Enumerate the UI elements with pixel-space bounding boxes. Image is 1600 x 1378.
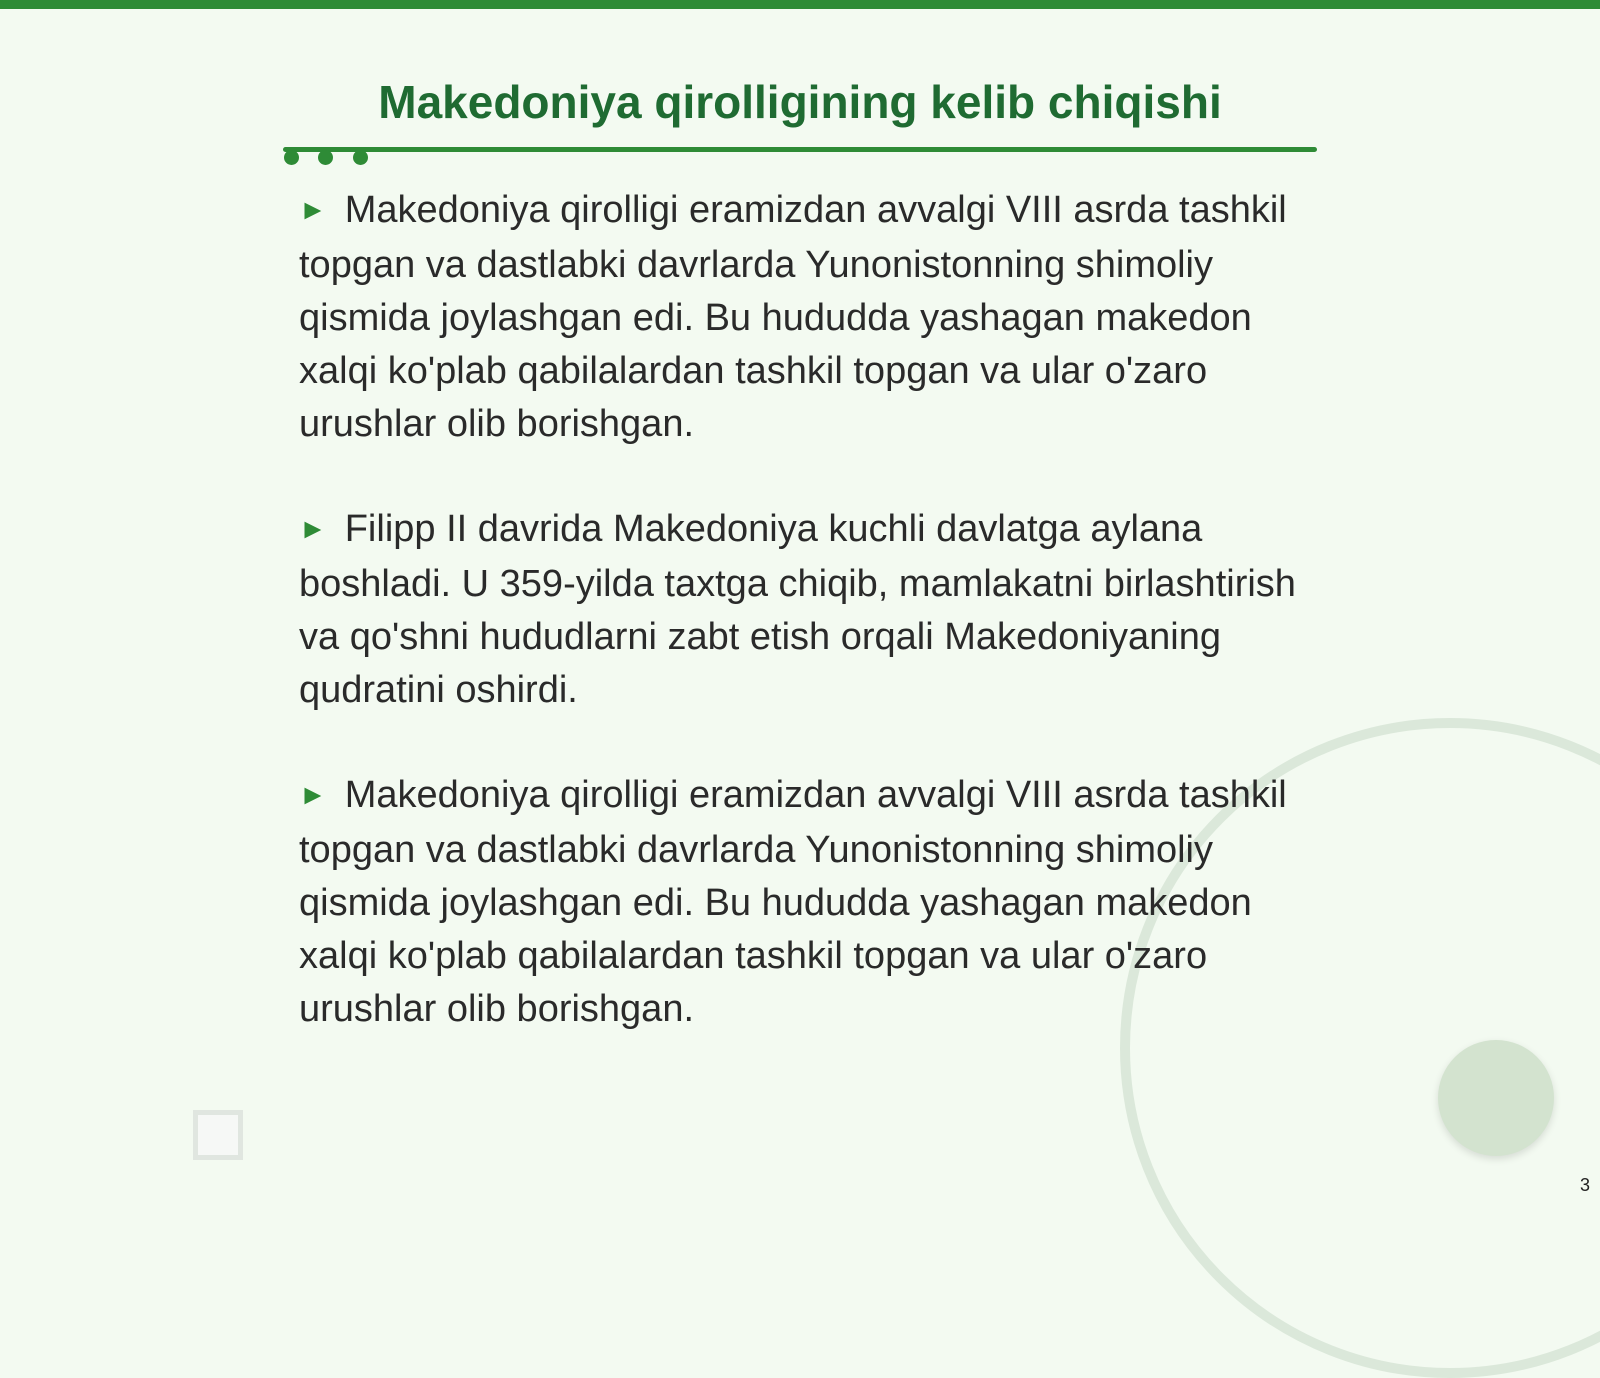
title-dot-3 xyxy=(353,150,368,165)
decorative-square xyxy=(193,1110,243,1160)
bullet-text: Makedoniya qirolligi eramizdan avvalgi VIII asrda tashkil topgan va dastlabki davrlarda Yunonistonning shimoliy qismida joylashgan edi. Bu hududda yashagan makedon xalqi ko'plab qabilalardan tashkil topgan va ular o'zaro urushlar olib borishgan. xyxy=(299,774,1287,1030)
page-number: 3 xyxy=(1579,1175,1590,1195)
bullet-text: Filipp II davrida Makedoniya kuchli davlatga aylana boshladi. U 359-yilda taxtga chiqib, mamlakatni birlashtirish va qo'shni hududlarni zabt etish orqali Makedoniyaning qudratini oshirdi. xyxy=(299,508,1296,711)
triangle-bullet-icon: ► xyxy=(299,513,327,544)
bullet-item xyxy=(299,184,1319,451)
triangle-bullet-icon: ► xyxy=(299,779,327,810)
decorative-circle xyxy=(1438,1040,1554,1156)
slide-content xyxy=(299,184,1319,1088)
title-dot-2 xyxy=(318,150,333,165)
top-accent-bar xyxy=(0,0,1600,9)
bullet-item xyxy=(299,503,1319,717)
bullet-text: Makedoniya qirolligi eramizdan avvalgi VIII asrda tashkil topgan va dastlabki davrlarda Yunonistonning shimoliy qismida joylashgan edi. Bu hududda yashagan makedon xalqi ko'plab qabilalardan tashkil topgan va ular o'zaro urushlar olib borishgan. xyxy=(299,189,1287,445)
triangle-bullet-icon: ► xyxy=(299,194,327,225)
title-underline xyxy=(283,147,1317,152)
title-dot-1 xyxy=(284,150,299,165)
bullet-item xyxy=(299,769,1319,1036)
slide-title: Makedoniya qirolligining kelib chiqishi xyxy=(378,76,1222,128)
